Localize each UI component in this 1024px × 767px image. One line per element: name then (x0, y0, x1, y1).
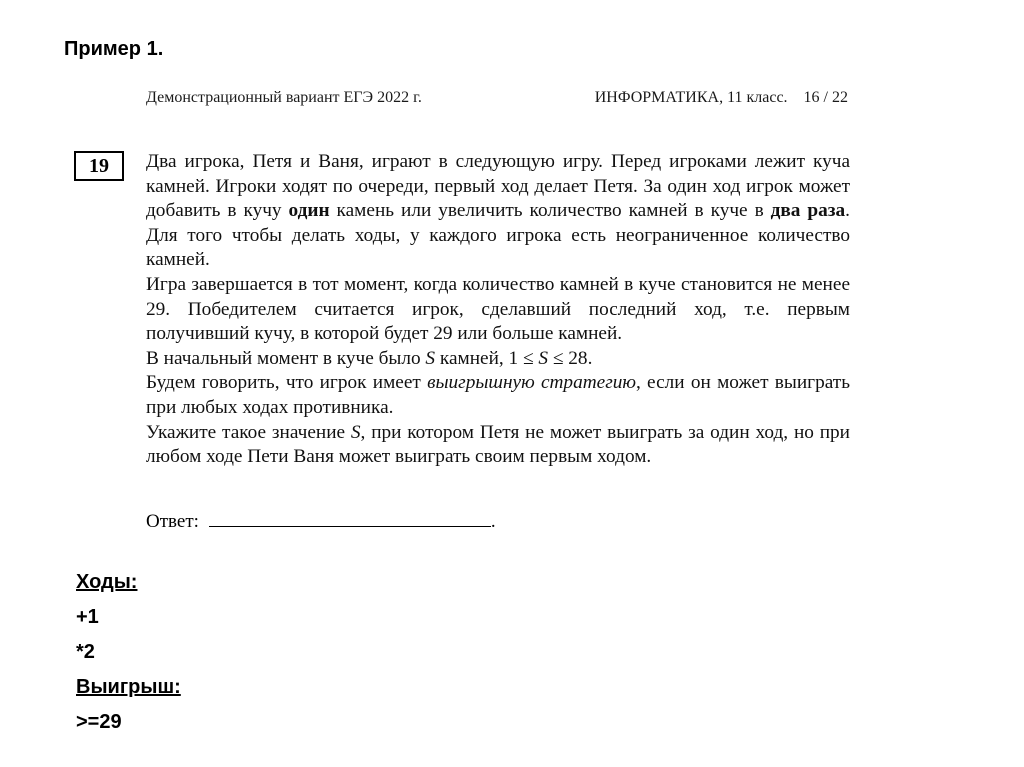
answer-label: Ответ: (146, 511, 199, 532)
answer-row (146, 508, 496, 533)
task-text-span: камень или увеличить количество камней в куче в (329, 200, 771, 222)
variable-s: S (350, 421, 361, 443)
variable-s: S (538, 347, 549, 369)
slide-title: Пример 1. (64, 38, 164, 60)
document-header-right: ИНФОРМАТИКА, 11 класс. 16 / 22 (594, 89, 848, 106)
moves-title: Ходы: (76, 571, 138, 593)
win-title: Выигрыш: (76, 676, 181, 698)
task-text-span: ≤ 28. (548, 347, 593, 369)
task-text-span: Будем говорить, что игрок имеет (146, 372, 428, 394)
task-paragraph-2: Игра завершается в тот момент, когда количество камней в куче становится не менее 29. Победителем считается игрок, сделавший последний ход, т.е. первым получивший кучу, в которой будет 29 или больше камней. (146, 273, 850, 345)
task-paragraph-4 (146, 371, 850, 420)
task-text-span: . Для того чтобы делать ходы, у каждого игрока есть неограниченное количество камней. (146, 200, 850, 271)
task-paragraph-5 (146, 421, 850, 470)
task-bold-one: один (288, 200, 330, 222)
move-multiply-two: *2 (76, 641, 95, 663)
move-add-one: +1 (76, 606, 99, 628)
answer-blank-line[interactable] (209, 508, 491, 527)
task-text-span: Укажите такое значение (146, 421, 351, 443)
task-text-span: Два игрока, Петя и Ваня, играют в следующую игру. Перед игроками лежит куча камней. Игроки ходят по очереди, первый ход делает Петя. За один ход игрок может добавить в кучу (146, 151, 850, 222)
notes (76, 565, 181, 740)
task-number-box: 19 (74, 151, 124, 181)
task-text-span: , при котором Петя не может выиграть за один ход, но при любом ходе Пети Ваня может выиграть своим первым ходом. (146, 421, 851, 468)
task-text (146, 150, 850, 470)
document-header-left: Демонстрационный вариант ЕГЭ 2022 г. (146, 89, 422, 106)
answer-end: . (490, 511, 496, 532)
task-text-span: камней, 1 ≤ (435, 347, 539, 369)
win-condition: >=29 (76, 711, 122, 733)
task-text-span: В начальный момент в куче было (146, 347, 426, 369)
task-italic-winning-strategy: выигрышную стратегию (427, 372, 636, 394)
task-bold-two-times: два раза (770, 200, 846, 222)
variable-s: S (425, 347, 436, 369)
task-text-span: , если он может выиграть при любых ходах противника. (146, 372, 850, 418)
task-paragraph-1 (146, 150, 850, 273)
document-header (146, 89, 848, 111)
task-paragraph-3 (146, 347, 850, 372)
